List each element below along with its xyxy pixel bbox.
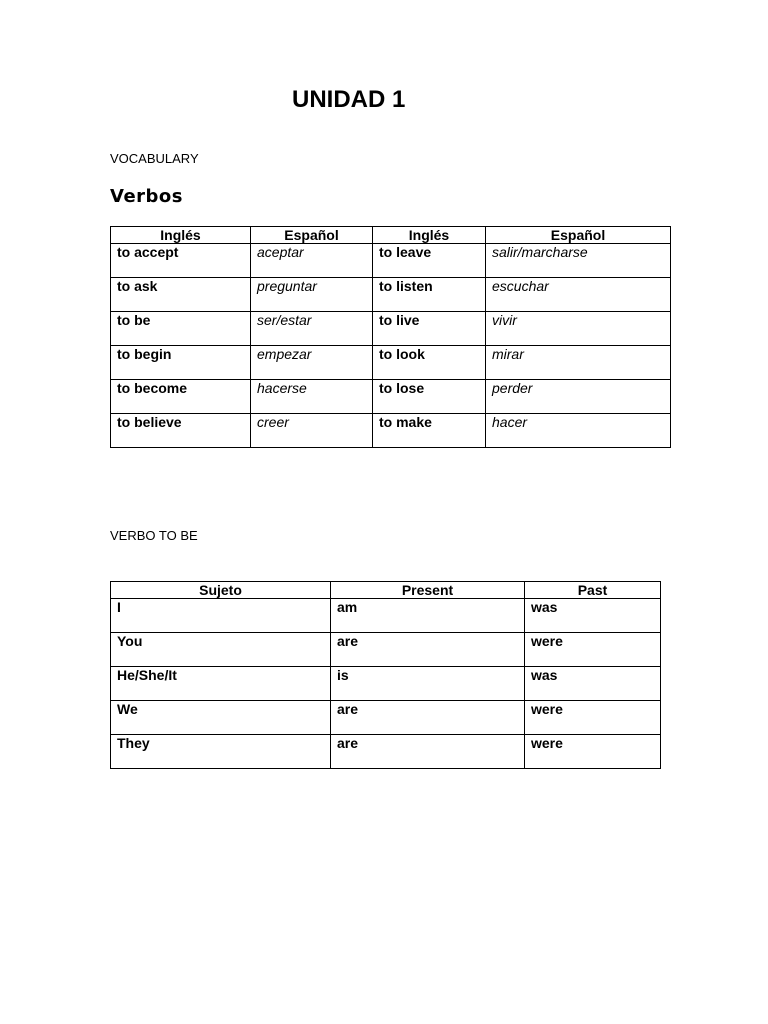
present-cell: are	[331, 633, 525, 667]
verbs-table-header-row	[111, 227, 671, 244]
verb-english: to be	[111, 312, 251, 346]
page-title: UNIDAD 1	[292, 86, 406, 113]
subject-cell: We	[111, 701, 331, 735]
table-row	[111, 599, 661, 633]
verbs-table	[110, 226, 671, 448]
verbs-heading: Verbos	[110, 186, 183, 207]
present-cell: is	[331, 667, 525, 701]
verb-spanish: hacer	[486, 414, 671, 448]
verb-english: to lose	[373, 380, 486, 414]
verb-spanish: escuchar	[486, 278, 671, 312]
verb-english: to accept	[111, 244, 251, 278]
to-be-label: VERBO TO BE	[110, 528, 198, 543]
past-cell: was	[525, 599, 661, 633]
verb-english: to live	[373, 312, 486, 346]
past-cell: was	[525, 667, 661, 701]
verb-english: to begin	[111, 346, 251, 380]
verb-english: to leave	[373, 244, 486, 278]
verb-spanish: ser/estar	[251, 312, 373, 346]
table-row	[111, 701, 661, 735]
verb-spanish: preguntar	[251, 278, 373, 312]
verb-spanish: hacerse	[251, 380, 373, 414]
past-cell: were	[525, 701, 661, 735]
to-be-table-header-row	[111, 582, 661, 599]
vocabulary-label: VOCABULARY	[110, 151, 199, 166]
verb-english: to become	[111, 380, 251, 414]
to-be-header-past: Past	[525, 582, 661, 599]
verb-english: to look	[373, 346, 486, 380]
verb-english: to ask	[111, 278, 251, 312]
table-row	[111, 244, 671, 278]
table-row	[111, 735, 661, 769]
verb-spanish: creer	[251, 414, 373, 448]
subject-cell: They	[111, 735, 331, 769]
table-row	[111, 346, 671, 380]
verb-spanish: mirar	[486, 346, 671, 380]
to-be-table	[110, 581, 661, 769]
table-row	[111, 667, 661, 701]
present-cell: am	[331, 599, 525, 633]
verb-spanish: vivir	[486, 312, 671, 346]
verb-spanish: perder	[486, 380, 671, 414]
past-cell: were	[525, 735, 661, 769]
verb-english: to make	[373, 414, 486, 448]
to-be-header-sujeto: Sujeto	[111, 582, 331, 599]
subject-cell: He/She/It	[111, 667, 331, 701]
verbs-header-ingles-2: Inglés	[373, 227, 486, 244]
table-row	[111, 633, 661, 667]
present-cell: are	[331, 735, 525, 769]
past-cell: were	[525, 633, 661, 667]
table-row	[111, 380, 671, 414]
verbs-header-espanol-2: Español	[486, 227, 671, 244]
table-row	[111, 414, 671, 448]
verbs-header-ingles-1: Inglés	[111, 227, 251, 244]
verb-english: to believe	[111, 414, 251, 448]
subject-cell: I	[111, 599, 331, 633]
verb-english: to listen	[373, 278, 486, 312]
verbs-header-espanol-1: Español	[251, 227, 373, 244]
table-row	[111, 312, 671, 346]
verb-spanish: aceptar	[251, 244, 373, 278]
table-row	[111, 278, 671, 312]
verb-spanish: salir/marcharse	[486, 244, 671, 278]
to-be-header-present: Present	[331, 582, 525, 599]
subject-cell: You	[111, 633, 331, 667]
verb-spanish: empezar	[251, 346, 373, 380]
present-cell: are	[331, 701, 525, 735]
